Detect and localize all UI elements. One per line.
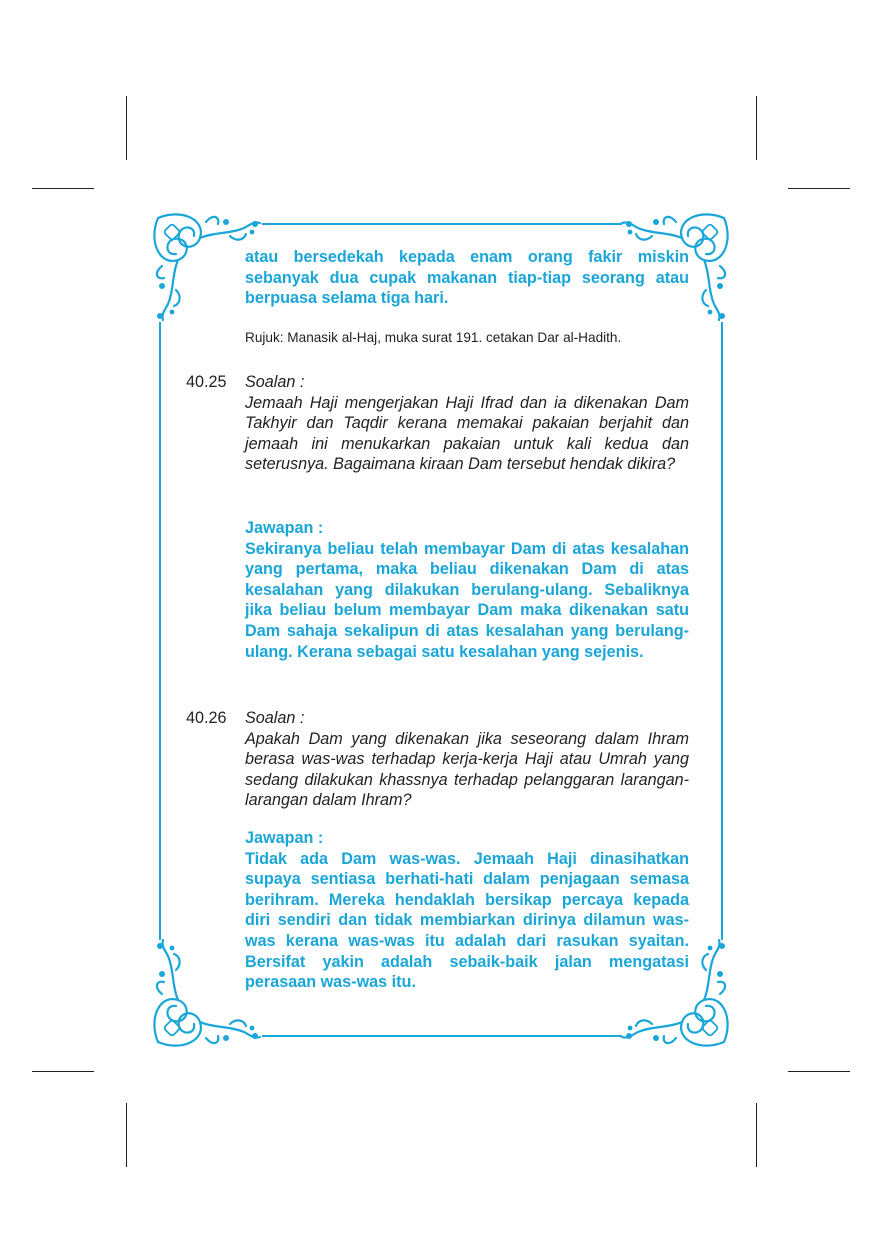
question-label: Soalan :	[245, 709, 305, 727]
question-text: Jemaah Haji mengerjakan Haji Ifrad dan ia dikenakan Dam Takhyir dan Taqdir kerana memakai pakaian berjahit dan jemaah ini menukarkan pakaian untuk kali kedua dan seterusnya. Bagaimana kiraan Dam tersebut hendak dikira?	[245, 393, 689, 474]
question-text: Apakah Dam yang dikenakan jika seseorang dalam Ihram berasa was-was terhadap kerja-kerja Haji atau Umrah yang sedang dilakukan khassnya terhadap pelanggaran larangan-larangan dalam Ihram?	[245, 729, 689, 810]
continued-answer-text: atau bersedekah kepada enam orang fakir miskin sebanyak dua cupak makanan tiap-tiap seorang atau berpuasa selama tiga hari.	[245, 248, 689, 308]
reference-note: Rujuk: Manasik al-Haj, muka surat 191. cetakan Dar al-Hadith.	[245, 330, 622, 345]
answer-label: Jawapan :	[245, 829, 324, 847]
item-number: 40.25	[186, 373, 227, 391]
item-number: 40.26	[186, 709, 227, 727]
answer-label: Jawapan :	[245, 519, 324, 537]
question-label: Soalan :	[245, 373, 305, 391]
answer-text: Tidak ada Dam was-was. Jemaah Haji dinasihatkan supaya sentiasa berhati-hati dalam penjagaan semasa berihram. Mereka hendaklah bersikap percaya kepada diri sendiri dan tidak membiarkan dirinya dilamun was-was kerana was-was itu adalah dari rasukan syaitan. Bersifat yakin adalah sebaik-baik jalan mengatasi perasaan was-was itu.	[245, 849, 689, 992]
answer-text: Sekiranya beliau telah membayar Dam di atas kesalahan yang pertama, maka beliau dikenakan Dam di atas kesalahan yang dilakukan berulang-ulang. Sebaliknya jika beliau belum membayar Dam maka dikenakan satu Dam sahaja sekalipun di atas kesalahan yang berulang-ulang. Kerana sebagai satu kesalahan yang sejenis.	[245, 539, 689, 661]
